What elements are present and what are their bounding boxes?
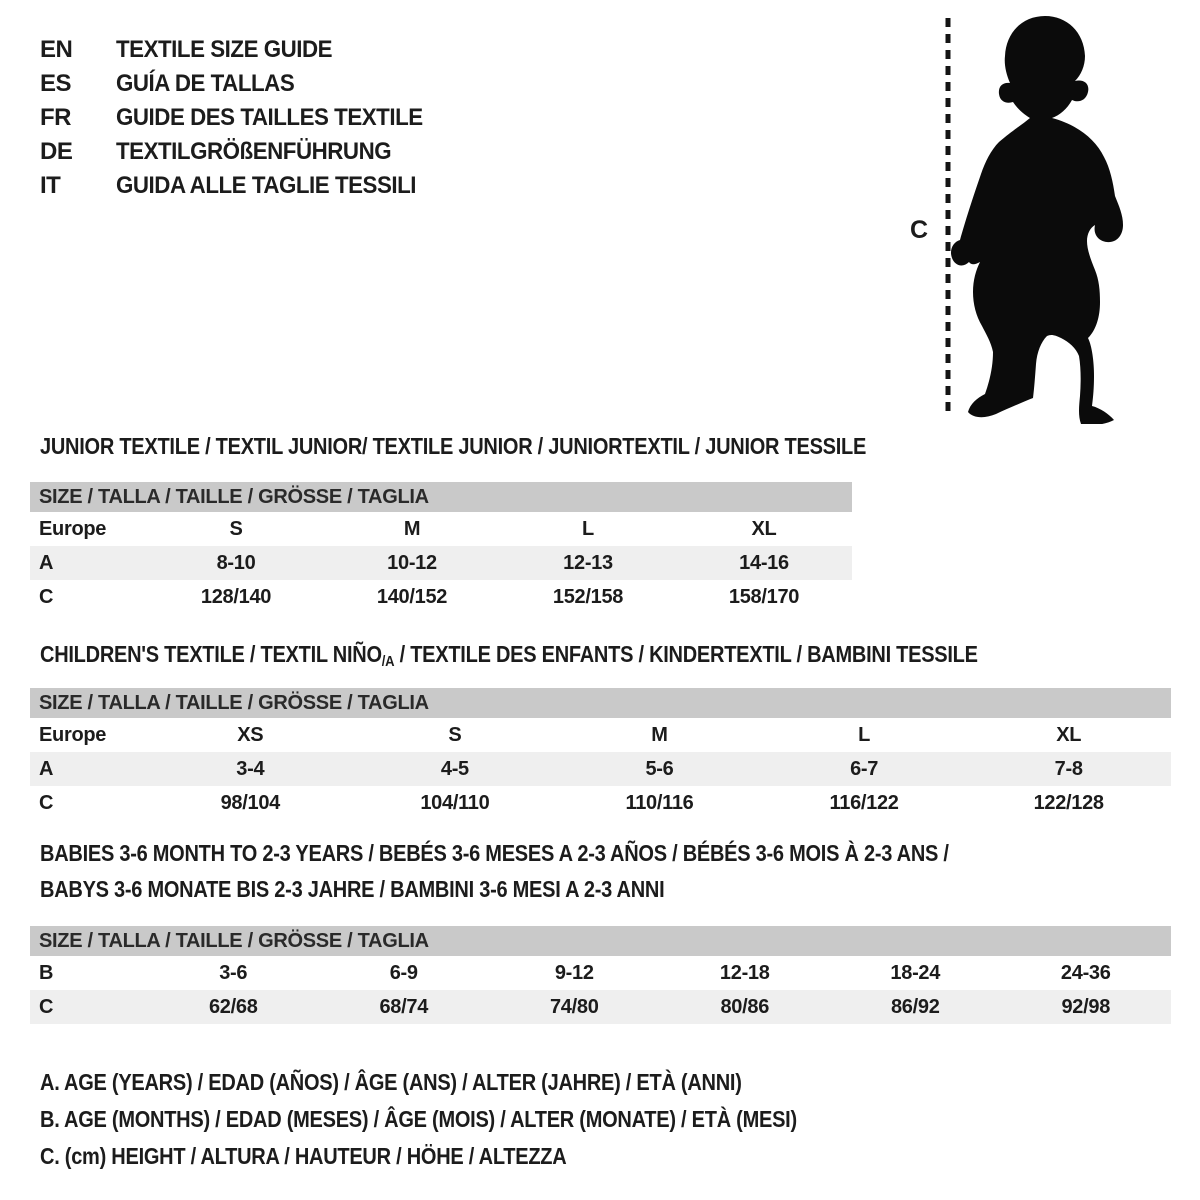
size-cell: XL [1056,723,1082,746]
language-code: ES [40,70,72,97]
language-title: GUIDE DES TAILLES TEXTILE [116,104,423,131]
junior-section-title: JUNIOR TEXTILE / TEXTIL JUNIOR/ TEXTILE JUNIOR / JUNIORTEXTIL / JUNIOR TESSILE [40,433,867,459]
height-measure-label: C [910,216,929,244]
children-title-post: / TEXTILE DES ENFANTS / KINDERTEXTIL / BAMBINI TESSILE [394,641,978,667]
row-label: B [39,961,54,984]
children-title-sub: /A [381,653,395,670]
row-label: Europe [39,517,107,540]
size-cell: 140/152 [376,585,448,608]
language-row [40,33,446,67]
size-header-bar: SIZE / TALLA / TAILLE / GRÖSSE / TAGLIA [30,926,1171,956]
language-code: IT [40,172,61,199]
legend-line-b: B. AGE (MONTHS) / EDAD (MESES) / ÂGE (MOIS) / ALTER (MONATE) / ETÀ (MESI) [40,1106,797,1132]
size-cell: M [651,723,668,746]
babies-section-title-line2: BABYS 3-6 MONATE BIS 2-3 JAHRE / BAMBINI 3-6 MESI A 2-3 ANNI [40,876,665,902]
size-cell: 3-6 [219,961,248,984]
junior-size-table [30,482,852,614]
size-cell: S [229,517,243,540]
size-cell: 74/80 [549,995,599,1018]
size-cell: XL [751,517,777,540]
size-cell: 62/68 [208,995,258,1018]
size-cell: 4-5 [440,757,469,780]
language-row [40,101,446,135]
language-title: GUÍA DE TALLAS [116,70,295,97]
legend-line-a: A. AGE (YEARS) / EDAD (AÑOS) / ÂGE (ANS) / ALTER (JAHRE) / ETÀ (ANNI) [40,1069,742,1095]
language-title-block [40,33,446,203]
row-label: C [39,585,54,608]
row-label: Europe [39,723,107,746]
size-cell: 7-8 [1054,757,1083,780]
language-code: FR [40,104,71,131]
table-row-height [30,990,1171,1024]
size-cell: 5-6 [645,757,674,780]
size-cell: 116/122 [829,791,899,814]
size-cell: S [448,723,462,746]
size-cell: L [582,517,594,540]
size-cell: XS [237,723,264,746]
table-row-europe [30,512,852,546]
table-row-months [30,956,1171,990]
size-cell: 158/170 [728,585,800,608]
table-row-age [30,546,852,580]
row-label: A [39,551,54,574]
language-code: EN [40,36,73,63]
size-cell: 6-9 [389,961,418,984]
children-section-title [40,641,978,670]
size-cell: 12-13 [563,551,613,574]
size-cell: 24-36 [1060,961,1111,984]
language-code: DE [40,138,73,165]
table-row-europe [30,718,1171,752]
babies-size-table [30,926,1171,1024]
size-cell: 68/74 [379,995,429,1018]
table-row-height [30,580,852,614]
size-cell: 3-4 [236,757,265,780]
size-cell: M [403,517,421,540]
size-cell: 8-10 [216,551,256,574]
size-cell: 10-12 [387,551,437,574]
language-title: TEXTILGRÖßENFÜHRUNG [116,138,392,165]
size-header-bar: SIZE / TALLA / TAILLE / GRÖSSE / TAGLIA [30,688,1171,718]
toddler-silhouette-figure [933,12,1183,424]
size-cell: 98/104 [220,791,280,814]
size-cell: 110/116 [625,791,694,814]
babies-section-title-line1: BABIES 3-6 MONTH TO 2-3 YEARS / BEBÉS 3-6 MESES A 2-3 AÑOS / BÉBÉS 3-6 MOIS À 2-3 ANS / [40,840,949,866]
size-cell: 9-12 [554,961,594,984]
table-row-age [30,752,1171,786]
size-cell: 18-24 [890,961,941,984]
size-cell: 128/140 [200,585,272,608]
language-title: TEXTILE SIZE GUIDE [116,36,333,63]
size-cell: L [858,723,871,746]
language-title: GUIDA ALLE TAGLIE TESSILI [116,172,417,199]
size-cell: 122/128 [1033,791,1104,814]
row-label: C [39,791,54,814]
size-cell: 12-18 [719,961,770,984]
size-cell: 80/86 [720,995,770,1018]
children-size-table [30,688,1171,820]
toddler-silhouette [951,16,1123,424]
language-row [40,169,446,203]
row-label: A [39,757,54,780]
size-cell: 152/158 [552,585,624,608]
size-cell: 6-7 [850,757,879,780]
children-title-pre: CHILDREN'S TEXTILE / TEXTIL NIÑO [40,641,382,667]
size-cell: 92/98 [1061,995,1111,1018]
size-cell: 104/110 [420,791,490,814]
language-row [40,135,446,169]
language-row [40,67,446,101]
legend-line-c: C. (cm) HEIGHT / ALTURA / HAUTEUR / HÖHE / ALTEZZA [40,1143,567,1169]
row-label: C [39,995,54,1018]
size-cell: 86/92 [890,995,940,1018]
size-cell: 14-16 [739,551,789,574]
table-row-height [30,786,1171,820]
size-header-bar: SIZE / TALLA / TAILLE / GRÖSSE / TAGLIA [30,482,852,512]
